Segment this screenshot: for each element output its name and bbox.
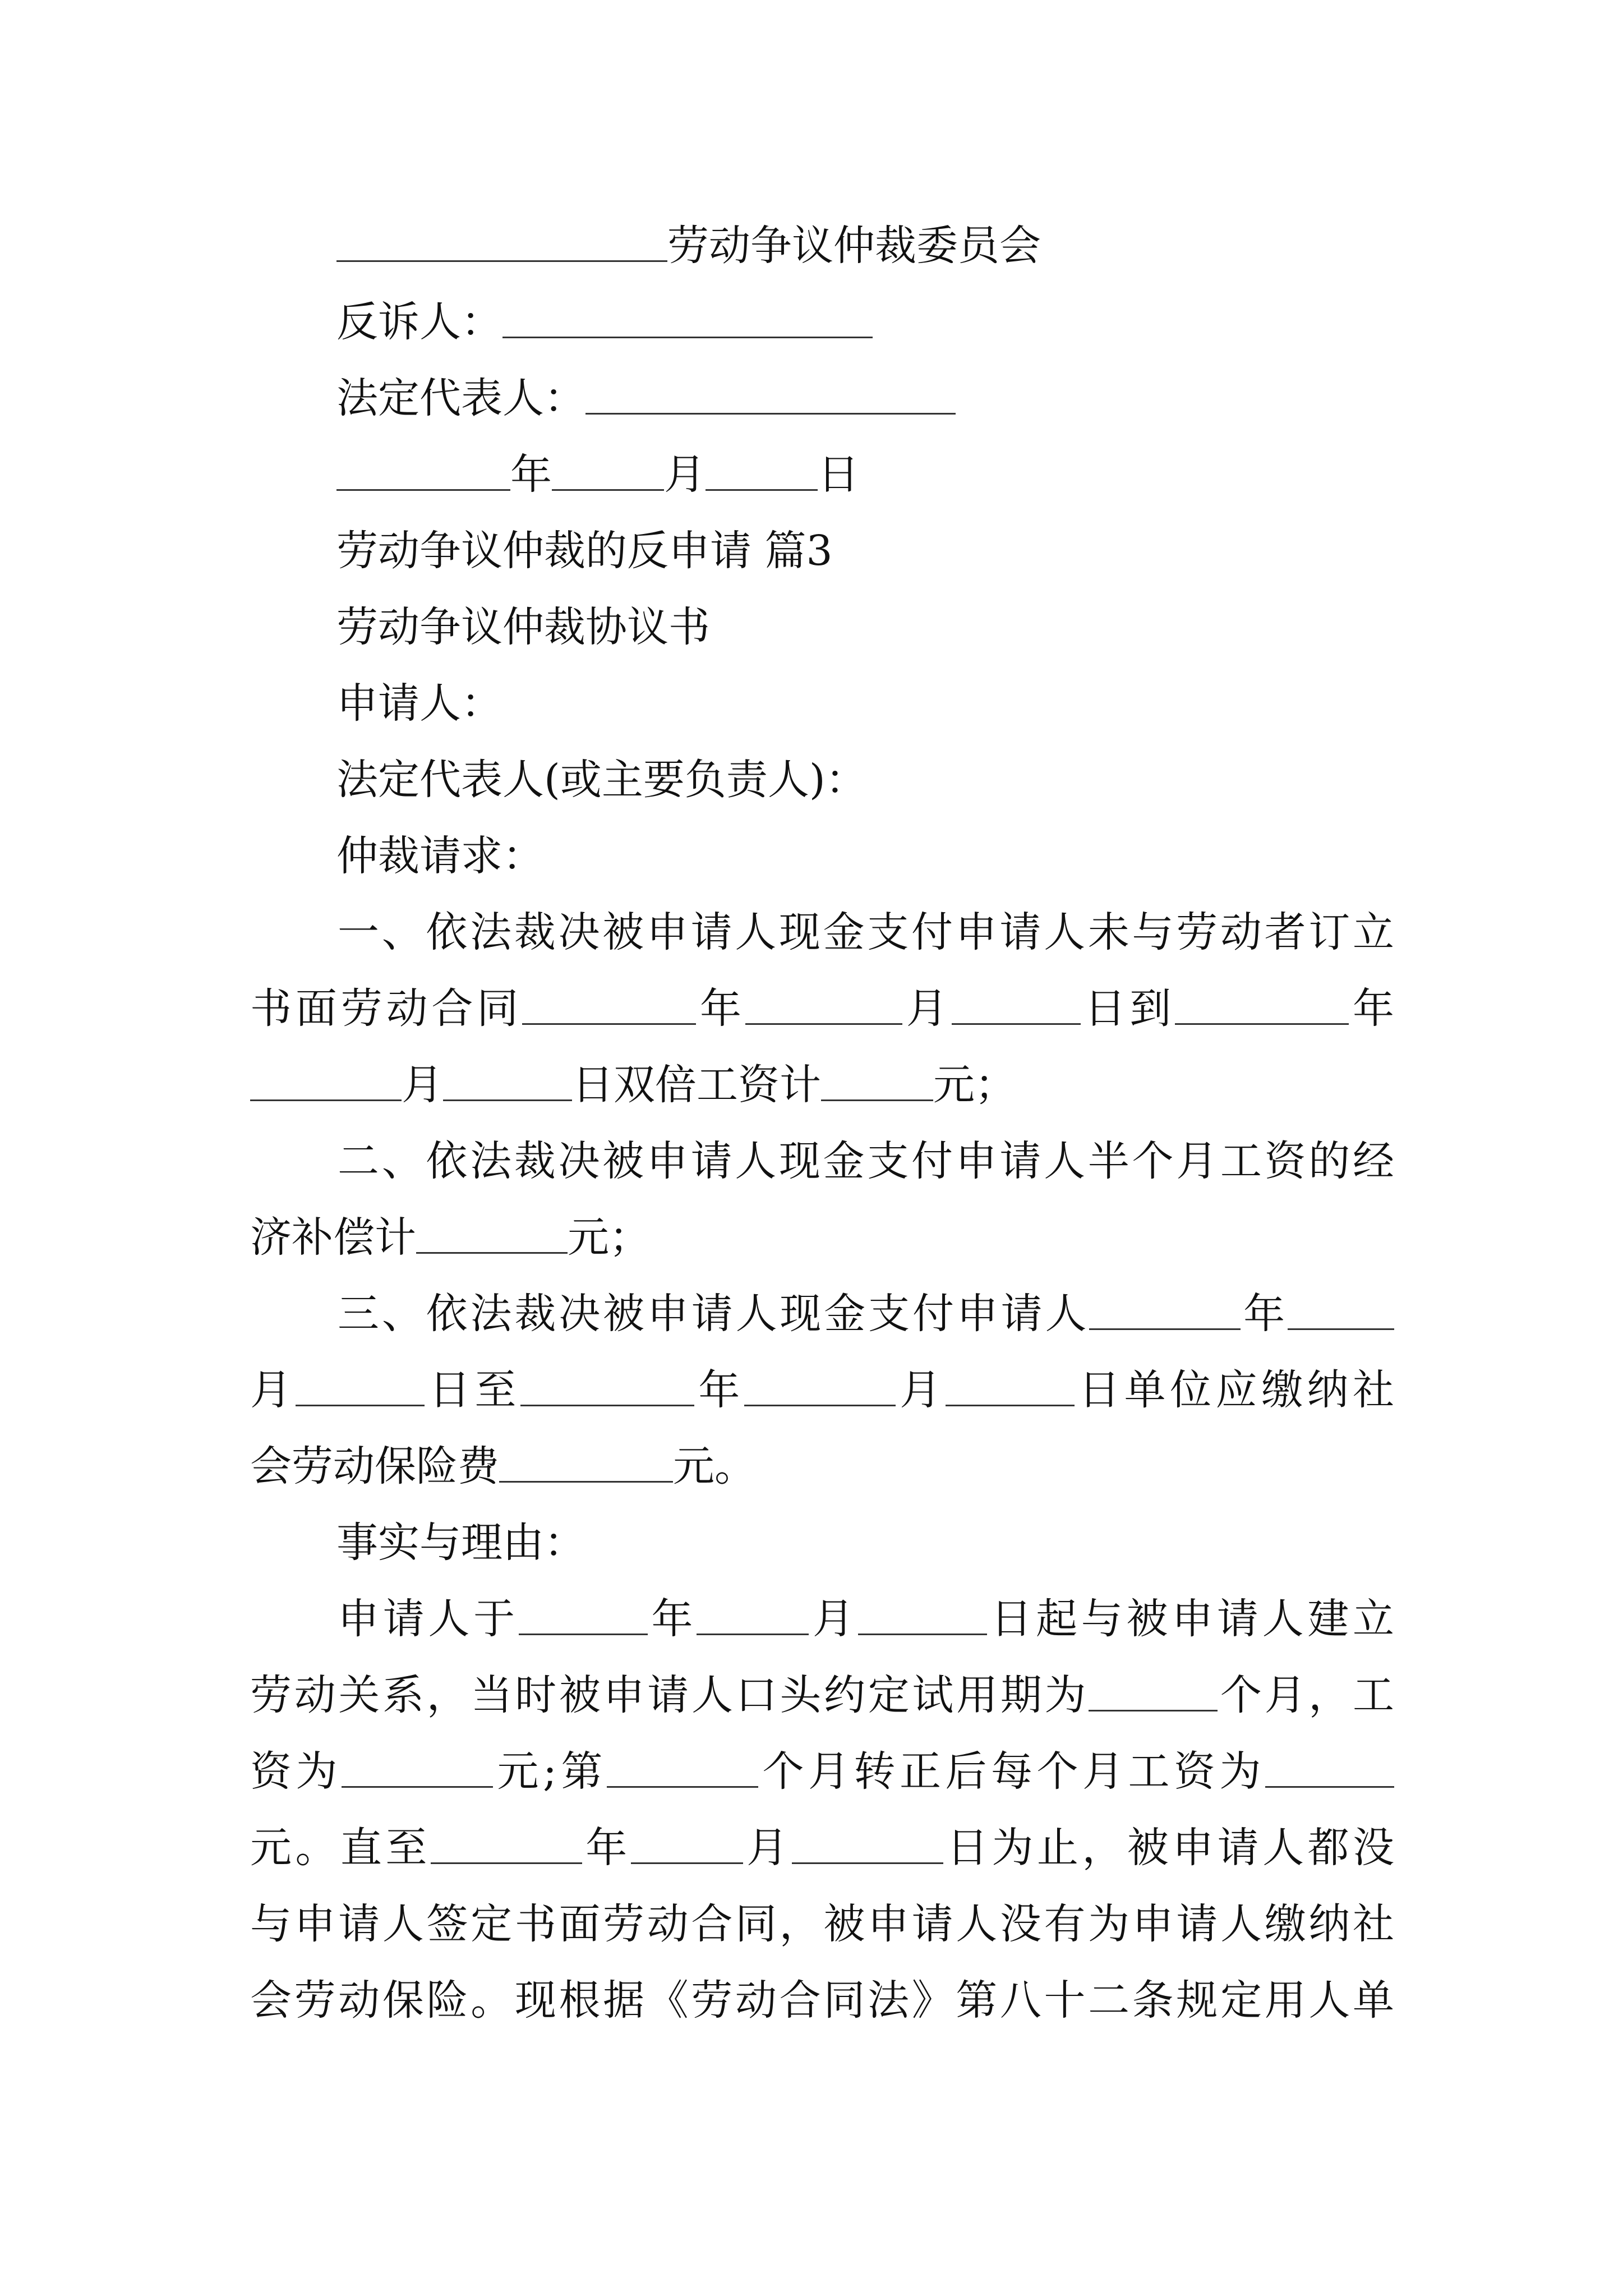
text-run: 年 <box>1241 1290 1288 1338</box>
section-title: 劳动争议仲裁的反申请 篇3 <box>336 527 833 575</box>
blank-field <box>336 220 667 261</box>
blank-field <box>744 1365 896 1406</box>
claimant-label: 反诉人： <box>336 298 502 346</box>
facts-label: 事实与理由： <box>336 1519 585 1567</box>
committee-heading <box>336 208 1178 284</box>
blank-field <box>250 1060 402 1101</box>
blank-field <box>520 1365 694 1406</box>
text-run: 元； <box>568 1213 651 1262</box>
facts-line-2 <box>250 1657 1394 1733</box>
blank-field <box>296 1365 425 1406</box>
claimant-blank <box>502 297 873 338</box>
day-label: 日 <box>818 450 859 499</box>
text-run: 月 <box>809 1595 858 1643</box>
text-run: 劳动关系，当时被申请人口头约定试用期为 <box>250 1671 1089 1719</box>
text-run: 日为止，被申请人都没 <box>943 1824 1394 1872</box>
facts-line-3 <box>250 1733 1394 1810</box>
blank-field <box>443 1060 572 1101</box>
text-run: 申请人于 <box>338 1595 519 1643</box>
request-2-line-2 <box>250 1199 1394 1276</box>
applicant-label: 申请人： <box>336 679 502 728</box>
blank-field <box>342 1746 493 1787</box>
committee-name: 劳动争议仲裁委员会 <box>667 222 1041 270</box>
text-run: 济补偿计 <box>250 1213 416 1262</box>
text-run: 个月，工 <box>1218 1671 1394 1719</box>
blank-field <box>499 1441 673 1482</box>
claimant-line <box>336 284 1178 360</box>
blank-field <box>1175 983 1349 1024</box>
blank-field <box>1265 1746 1394 1787</box>
blank-field <box>1089 1670 1218 1711</box>
request-2-line-1: 二、依法裁决被申请人现金支付申请人半个月工资的经 <box>338 1137 1394 1185</box>
document-title: 劳动争议仲裁协议书 <box>336 603 710 651</box>
year-blank <box>336 449 510 490</box>
text-run: 月 <box>250 1366 296 1414</box>
month-label: 月 <box>664 450 706 499</box>
blank-field <box>522 983 696 1024</box>
text-run: 三、依法裁决被申请人现金支付申请人 <box>338 1290 1090 1338</box>
text-run: 元； <box>933 1061 1016 1109</box>
text-run: 月 <box>902 984 952 1033</box>
text-run: 个月转正后每个月工资为 <box>758 1747 1266 1796</box>
blank-field <box>519 1594 648 1635</box>
day-blank <box>706 449 818 490</box>
text-run: 元。 <box>673 1442 756 1490</box>
date-line <box>336 436 1178 513</box>
request-1-line-2 <box>250 970 1394 1047</box>
legal-rep-blank <box>585 373 956 414</box>
blank-field <box>858 1594 987 1635</box>
blank-field <box>431 1823 582 1864</box>
blank-field <box>697 1594 809 1635</box>
request-1-line-1: 一、依法裁决被申请人现金支付申请人未与劳动者订立 <box>338 908 1394 956</box>
facts-line-5: 与申请人签定书面劳动合同，被申请人没有为申请人缴纳社 <box>250 1900 1394 1948</box>
text-run: 月 <box>743 1824 792 1872</box>
text-run: 资为 <box>250 1747 342 1796</box>
blank-field <box>745 983 902 1024</box>
text-run: 日至 <box>425 1366 520 1414</box>
blank-field <box>1288 1289 1394 1329</box>
text-run: 年 <box>1349 984 1394 1033</box>
requests-label: 仲裁请求： <box>336 832 544 880</box>
blank-field <box>1089 1289 1241 1329</box>
text-run: 月 <box>895 1366 946 1414</box>
facts-line-6: 会劳动保险。现根据《劳动合同法》第八十二条规定用人单 <box>250 1976 1394 2024</box>
legal-rep-label: 法定代表人： <box>336 374 585 422</box>
text-run: 日起与被申请人建立 <box>986 1595 1394 1643</box>
request-3-line-3 <box>250 1428 1394 1504</box>
blank-field <box>946 1365 1075 1406</box>
text-run: 会劳动保险费 <box>250 1442 499 1490</box>
text-run: 年 <box>582 1824 631 1872</box>
applicant-legal-rep-label: 法定代表人(或主要负责人)： <box>336 756 867 804</box>
facts-line-1 <box>250 1581 1394 1657</box>
request-1-line-3 <box>250 1047 1394 1123</box>
blank-field <box>631 1823 743 1864</box>
month-blank <box>552 449 664 490</box>
blank-field <box>792 1823 943 1864</box>
text-run: 日单位应缴纳社 <box>1074 1366 1394 1414</box>
text-run: 年 <box>647 1595 697 1643</box>
request-3-line-2 <box>250 1352 1394 1428</box>
legal-rep-line <box>336 360 1178 436</box>
text-run: 年 <box>694 1366 744 1414</box>
request-3-line-1 <box>250 1276 1394 1352</box>
text-run: 元;第 <box>493 1747 607 1796</box>
text-run: 日双倍工资计 <box>572 1061 821 1109</box>
blank-field <box>952 983 1081 1024</box>
text-run: 日到 <box>1080 984 1175 1033</box>
text-run: 月 <box>402 1061 443 1109</box>
blank-field <box>607 1746 758 1787</box>
year-label: 年 <box>510 450 552 499</box>
facts-line-4 <box>250 1810 1394 1886</box>
text-run: 年 <box>696 984 745 1033</box>
blank-field <box>821 1060 933 1101</box>
blank-field <box>416 1212 568 1253</box>
text-run: 书面劳动合同 <box>250 984 523 1033</box>
text-run: 元。直至 <box>250 1824 431 1872</box>
